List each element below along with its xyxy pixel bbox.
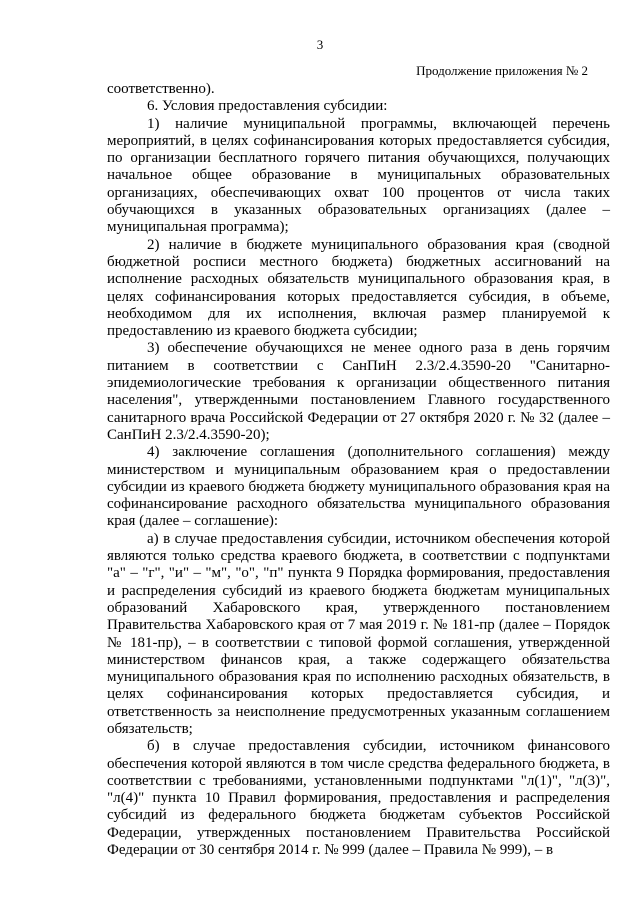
page-number: 3 xyxy=(316,37,324,52)
paragraph: 1) наличие муниципальной программы, включающей перечень мероприятий, в целях софинансирования которых предоставляется субсидия, по организации бесплатного горячего питания обучающихся, получающих начальное общее образование в муниципальных образовательных организациях, обеспечивающих охват 100 процентов от числа таких обучающихся в указанных образовательных организациях (далее – муниципальная программа); xyxy=(107,115,610,236)
document-body xyxy=(107,81,610,859)
paragraph: 6. Условия предоставления субсидии: xyxy=(147,98,388,115)
appendix-continuation-note: Продолжение приложения № 2 xyxy=(416,63,588,78)
paragraph: соответственно). xyxy=(107,81,215,97)
paragraph: 4) заключение соглашения (дополнительного соглашения) между министерством и муниципальным образованием края о предоставлении субсидии из краевого бюджета бюджету муниципального образования края на софинансирование расходного обязательства муниципального образования края (далее – соглашение): xyxy=(107,444,610,530)
paragraph: 3) обеспечение обучающихся не менее одного раза в день горячим питанием в соответствии с СанПиН 2.3/2.4.3590-20 "Санитарно-эпидемиологические требования к организации общественного питания населения", утвержденными постановлением Главного государственного санитарного врача Российской Федерации от 27 октября 2020 г. № 32 (далее – СанПиН 2.3/2.4.3590-20); xyxy=(107,340,610,443)
paragraph: б) в случае предоставления субсидии, источником финансового обеспечения которой являются в том числе средства федерального бюджета, в соответствии с требованиями, установленными подпунктами "л(1)", "л(3)", "л(4)" пункта 10 Правил формирования, предоставления и распределения субсидий из федерального бюджета бюджетам субъектов Российской Федерации, утвержденных постановлением Правительства Российской Федерации от 30 сентября 2014 г. № 999 (далее – Правила № 999), – в xyxy=(107,738,610,859)
paragraph: 2) наличие в бюджете муниципального образования края (сводной бюджетной росписи местного бюджета) бюджетных ассигнований на исполнение расходных обязательств муниципального образования края, в целях софинансирования которых предоставляется субсидия, в объеме, необходимом для их исполнения, включая размер планируемой к предоставлению из краевого бюджета субсидии; xyxy=(107,236,610,340)
paragraph: а) в случае предоставления субсидии, источником обеспечения которой являются только средства краевого бюджета, в соответствии с подпунктами "а" – "г", "и" – "м", "о", "п" пункта 9 Порядка формирования, предоставления и распределения субсидий из краевого бюджета бюджетам муниципальных образований Хабаровского края, утвержденного постановлением Правительства Хабаровского края от 7 мая 2019 г. № 181-пр (далее – Порядок № 181-пр), – в соответствии с типовой формой соглашения, утвержденной министерством финансов края, а также содержащего обязательства муниципального образования края по исполнению расходных обязательств, в целях софинансирования которых предоставляется субсидия, и ответственность за неисполнение предусмотренных указанным соглашением обязательств; xyxy=(107,530,610,737)
